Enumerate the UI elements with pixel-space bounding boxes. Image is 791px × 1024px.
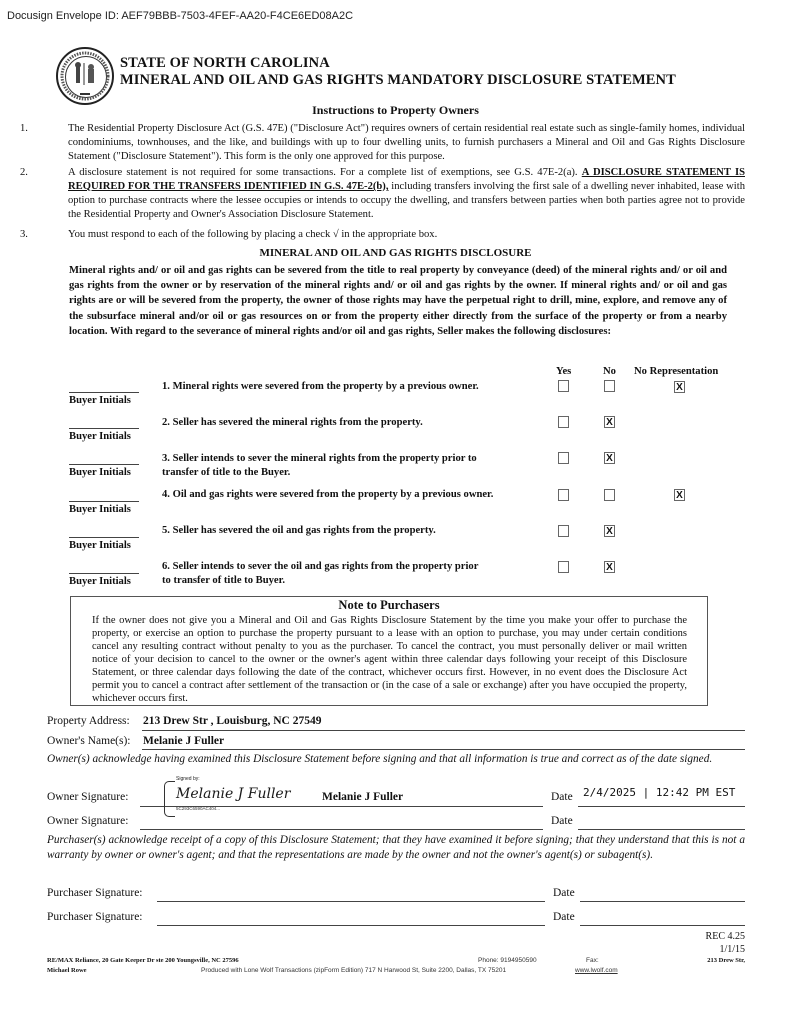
q4-no-representation-checkbox[interactable]: X — [674, 489, 685, 501]
buyer-initials-line[interactable] — [69, 501, 139, 502]
column-no: No — [603, 366, 616, 377]
buyer-initials-label: Buyer Initials — [69, 576, 131, 587]
property-address-value[interactable]: 213 Drew Str , Louisburg, NC 27549 — [143, 715, 322, 727]
buyer-initials-label: Buyer Initials — [69, 504, 131, 515]
instructions-heading: Instructions to Property Owners — [312, 103, 479, 117]
column-yes: Yes — [556, 366, 572, 377]
instruction-item-2: 2. A disclosure statement is not required for some transactions. For a complete list of exemptions, see G.S. 47E-2(a). A DISCLOSURE STATEMENT IS REQUIRED FOR THE TRANSFERS IDENTIFIED IN G.S. 47E-2(b), including transfers involving the first sale of a dwelling never inhabited, lease with option to purchase contracts where the lessee occupies or intends to occupy the dwelling, and transfers between parties when both parties agree not to provide the Residential Property and Owner's Association Disclosure Statement. — [20, 167, 745, 220]
q5-yes-checkbox[interactable] — [558, 525, 569, 537]
buyer-initials-label: Buyer Initials — [69, 540, 131, 551]
q5-no-checkbox[interactable]: X — [604, 525, 615, 537]
owner-date-line — [578, 806, 745, 807]
owner-acknowledgement: Owner(s) acknowledge having examined this Disclosure Statement before signing and that all information is true and correct as of the date signed. — [47, 753, 713, 765]
lwolf-link[interactable]: www.lwolf.com — [575, 967, 618, 974]
owner-signature-handwritten[interactable]: Melanie J Fuller — [176, 786, 291, 802]
date-label: Date — [553, 887, 575, 899]
owner-2-date-line[interactable] — [578, 829, 745, 830]
phone: Phone: 9194950590 — [478, 957, 537, 964]
owners-names-underline — [142, 749, 745, 750]
buyer-initials-line[interactable] — [69, 392, 139, 393]
date-label: Date — [551, 815, 573, 827]
property-address-underline — [142, 730, 745, 731]
note-to-purchasers-box — [70, 596, 708, 706]
question-4: 4. Oil and gas rights were severed from the property by a previous owner. — [162, 489, 494, 500]
purchaser-1-date-line[interactable] — [580, 901, 745, 902]
nc-seal-icon — [56, 47, 114, 105]
property-short: 213 Drew Str, — [707, 957, 745, 964]
q1-yes-checkbox[interactable] — [558, 380, 569, 392]
note-text: If the owner does not give you a Mineral and Oil and Gas Rights Disclosure Statement by the time you make your offer to purchase the property, or exercise an option to purchase the property pursuant to a lease with an option to purchase, you may under certain conditions cancel any resulting contract without penalty to you as the purchaser. To cancel the contract, you must personally deliver or mail written notice of your decision to cancel to the owner or the owner's agent within three calendar days following your receipt of this Disclosure Statement, or three calendar days following the date of the contract, whichever occurs first. However, in no event does the Disclosure Act permit you to cancel a contract after settlement of the transaction or (in the case of a sale or exchange) after you have occupied the property, whichever occurs first. — [92, 615, 687, 704]
buyer-initials-line[interactable] — [69, 428, 139, 429]
docusign-signature-frame — [164, 781, 175, 817]
buyer-initials-line[interactable] — [69, 537, 139, 538]
owner-signature-2-line[interactable] — [140, 829, 543, 830]
q6-yes-checkbox[interactable] — [558, 561, 569, 573]
purchaser-acknowledgement: Purchaser(s) acknowledge receipt of a copy of this Disclosure Statement; that they have examined it before signing; that they understand that this is not a warranty by owner or owner's agent; and that the representations are made by the owner and not the owner's agent(s) or subagent(s). — [47, 834, 745, 861]
question-1: 1. Mineral rights were severed from the property by a previous owner. — [162, 381, 479, 392]
q2-yes-checkbox[interactable] — [558, 416, 569, 428]
buyer-initials-label: Buyer Initials — [69, 395, 131, 406]
title-form: MINERAL AND OIL AND GAS RIGHTS MANDATORY DISCLOSURE STATEMENT — [120, 72, 676, 88]
q1-no-representation-checkbox[interactable]: X — [674, 381, 685, 393]
buyer-initials-line[interactable] — [69, 573, 139, 574]
owners-names-value[interactable]: Melanie J Fuller — [143, 735, 225, 747]
note-title: Note to Purchasers — [338, 598, 440, 612]
title-state: STATE OF NORTH CAROLINA — [120, 55, 330, 71]
disclosure-heading: MINERAL AND OIL AND GAS RIGHTS DISCLOSURE — [259, 247, 532, 259]
agent-name: Michael Rowe — [47, 967, 87, 974]
purchaser-2-date-line[interactable] — [580, 925, 745, 926]
q3-yes-checkbox[interactable] — [558, 452, 569, 464]
owners-names-label: Owner's Name(s): — [47, 735, 131, 747]
owner-printed-name: Melanie J Fuller — [322, 791, 404, 803]
produced-with: Produced with Lone Wolf Transactions (zipForm Edition) 717 N Harwood St, Suite 2200, Dallas, TX 75201 — [201, 967, 507, 974]
date-label: Date — [551, 791, 573, 803]
q4-yes-checkbox[interactable] — [558, 489, 569, 501]
owner-signature-2-label: Owner Signature: — [47, 815, 129, 827]
instruction-item-1: 1. The Residential Property Disclosure Act (G.S. 47E) ("Disclosure Act") requires owners of certain residential real estate such as single-family homes, individual condominiums, townhouses, and the like, and buildings with up to four dwelling units, to furnish purchasers a Mineral and Oil and Gas Rights Disclosure Statement ("Disclosure Statement"). This form is the only one approved for this purpose. — [20, 123, 745, 162]
fax: Fax: — [586, 957, 599, 964]
instruction-item-3: 3. You must respond to each of the following by placing a check √ in the appropriate box. — [20, 229, 438, 240]
q6-no-checkbox[interactable]: X — [604, 561, 615, 573]
question-3: 3. Seller intends to sever the mineral rights from the property prior to transfer of title to the Buyer. — [162, 453, 477, 478]
disclosure-paragraph: Mineral rights and/ or oil and gas rights can be severed from the title to real property by conveyance (deed) of the mineral rights and/ or oil and gas rights from the owner or by reservation of the mineral rights and/ or oil and gas rights by the owner. If mineral rights and/ or oil and gas rights are or will be severed from the property, the owner of those rights may have the perpetual right to drill, mine, explore, and remove any of the subsurface mineral and/or oil or gas resources on or from the property either directly from the surface of the property or from a nearby location. With regard to the severance of mineral rights and/or oil and gas rights, Seller makes the following disclosures: — [69, 265, 727, 337]
owner-signature-date[interactable]: 2/4/2025 | 12:42 PM EST — [583, 786, 736, 799]
signed-by-label: Signed by: — [176, 776, 200, 782]
date-label: Date — [553, 911, 575, 923]
property-address-label: Property Address: — [47, 715, 130, 727]
brokerage-info: RE/MAX Reliance, 20 Gate Keeper Dr ste 200 Youngsville, NC 27596 — [47, 957, 239, 964]
q1-no-checkbox[interactable] — [604, 380, 615, 392]
buyer-initials-label: Buyer Initials — [69, 431, 131, 442]
question-5: 5. Seller has severed the oil and gas rights from the property. — [162, 525, 436, 536]
buyer-initials-label: Buyer Initials — [69, 467, 131, 478]
purchaser-signature-1-line[interactable] — [157, 901, 545, 902]
q3-no-checkbox[interactable]: X — [604, 452, 615, 464]
form-code: REC 4.25 — [705, 931, 745, 942]
q2-no-checkbox[interactable]: X — [604, 416, 615, 428]
purchaser-signature-2-line[interactable] — [157, 925, 545, 926]
purchaser-signature-2-label: Purchaser Signature: — [47, 911, 143, 923]
question-6: 6. Seller intends to sever the oil and gas rights from the property prior to transfer of title to Buyer. — [162, 561, 479, 586]
signature-id: 5C293C6590AC404... — [176, 806, 221, 811]
form-date: 1/1/15 — [719, 944, 745, 955]
owner-signature-label: Owner Signature: — [47, 791, 129, 803]
purchaser-signature-1-label: Purchaser Signature: — [47, 887, 143, 899]
column-no-representation: No Representation — [634, 366, 719, 377]
question-2: 2. Seller has severed the mineral rights from the property. — [162, 417, 423, 428]
buyer-initials-line[interactable] — [69, 464, 139, 465]
required-transfers-emphasis: A DISCLOSURE STATEMENT IS REQUIRED FOR THE TRANSFERS IDENTIFIED IN G.S. 47E-2(b), — [68, 167, 745, 192]
q4-no-checkbox[interactable] — [604, 489, 615, 501]
docusign-envelope-id: Docusign Envelope ID: AEF79BBB-7503-4FEF-AA20-F4CE6ED08A2C — [7, 10, 354, 22]
